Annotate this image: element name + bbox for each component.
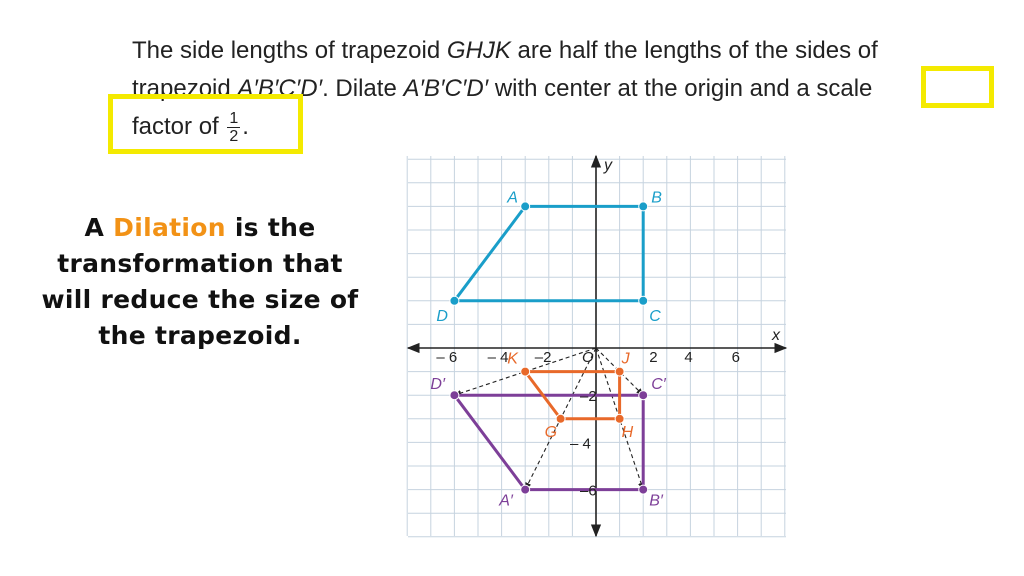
trapezoid-name: GHJK [446,37,511,64]
y-tick-label-neg2: –2 [580,388,597,406]
highlight-box-scale [921,66,994,108]
note-text: A [84,213,114,242]
vertex-label-b: B [651,189,662,207]
y-axis-label: y [604,157,612,174]
vertex-label-j: J [621,350,630,368]
problem-text: The side lengths of trapezoid [132,37,447,64]
fraction-denominator: 2 [229,128,239,146]
origin-label: O [582,349,594,366]
vertex-label-c: C [649,307,661,325]
problem-text: factor of [132,113,226,140]
vertex-c2 [639,391,648,400]
trapezoid-name: A′B′C′D′ [403,75,489,102]
axes [408,156,786,536]
x-axis-label: x [772,327,780,344]
vertex-label-d: D [436,307,448,325]
coordinate-graph [404,152,790,540]
vertex-c [639,296,648,305]
vertex-label-g: G [544,423,558,441]
fraction-numerator: 1 [229,110,239,128]
x-tick-label-neg2: –2 [534,349,552,366]
vertex-a [521,202,530,211]
vertex-d2 [450,391,459,400]
problem-text: . [242,113,249,140]
y-tick-label-neg4: – 4 [570,435,591,453]
trapezoid-name: A′B′C′D′ [237,75,323,102]
vertex-h [615,414,624,423]
vertex-b [639,202,648,211]
dilation-keyword: Dilation [113,213,226,242]
vertex-label-a: A [507,189,518,207]
x-tick-label-6: 6 [731,349,740,366]
dilation-note [30,210,370,354]
vertex-a2 [521,485,530,494]
problem-text: . Dilate [322,75,404,102]
problem-text: with center at the origin and a [488,75,817,102]
x-tick-label-neg4: – 4 [487,349,509,366]
vertex-label-a2: A′ [499,492,513,510]
vertex-label-k: K [507,350,518,368]
highlight-box-factor [108,94,303,154]
vertex-label-b2: B′ [649,492,663,510]
note-text: is the transformation that will reduce the size of the trapezoid. [41,213,359,350]
x-tick-label-2: 2 [649,349,658,366]
vertex-k [521,367,530,376]
vertex-g [556,414,565,423]
vertex-label-c2: C′ [651,376,666,394]
vertex-d [450,296,459,305]
x-tick-label-4: 4 [684,349,693,366]
vertex-b2 [639,485,648,494]
vertex-label-d2: D′ [430,376,445,394]
highlighted-word-scale: scale [816,75,873,102]
x-tick-label-neg6: – 6 [436,349,458,366]
problem-text: are half the lengths of the sides of [510,37,878,64]
problem-line-1 [132,32,1002,70]
vertex-j [615,367,624,376]
y-tick-label-neg6: –6 [580,482,597,500]
problem-text: trapezoid [132,75,238,102]
vertex-label-h: H [621,423,634,441]
